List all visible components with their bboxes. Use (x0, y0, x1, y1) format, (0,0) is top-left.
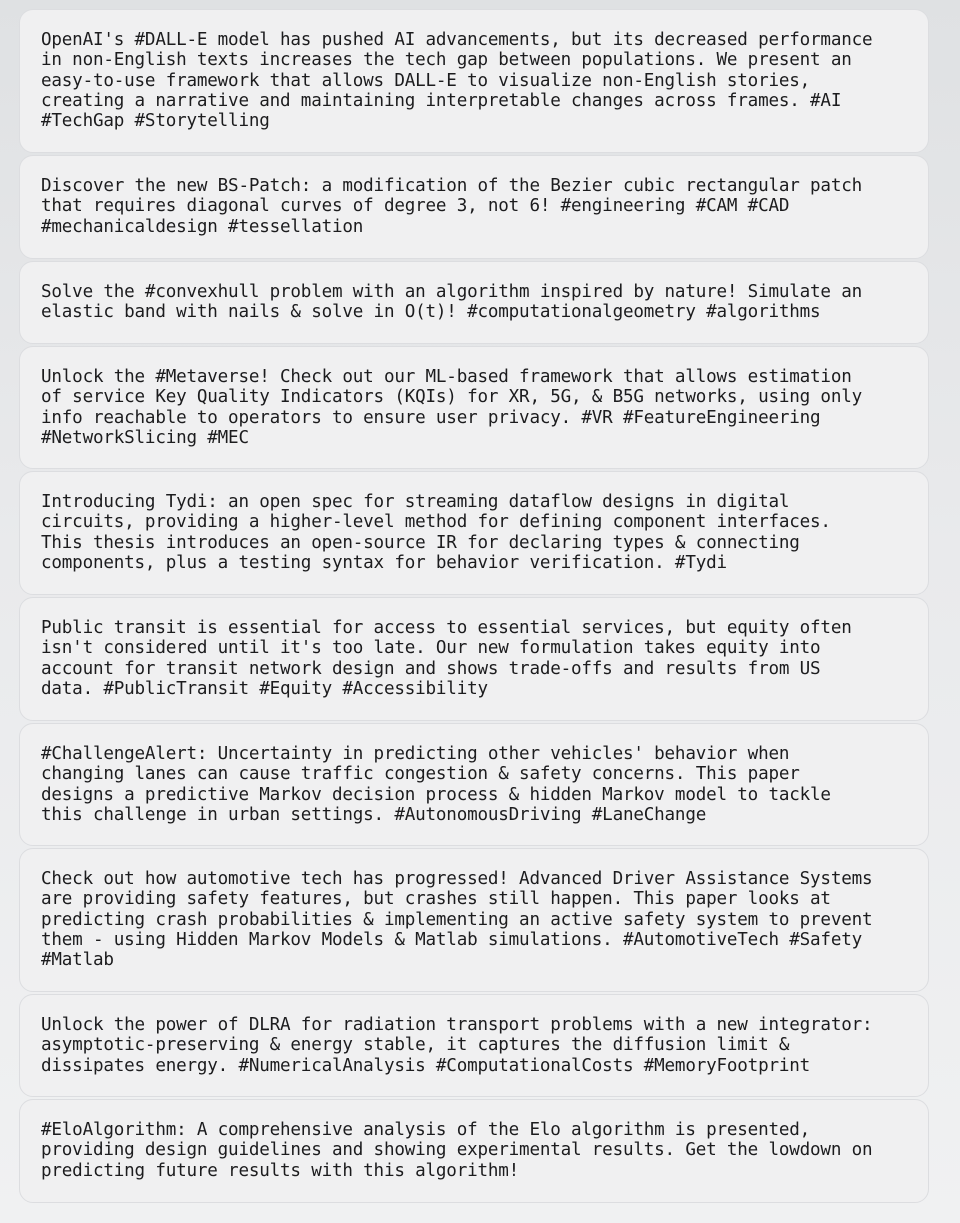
post-card: #ChallengeAlert: Uncertainty in predicting other vehicles' behavior when changing lanes can cause traffic congestion & safety concerns. This paper designs a predictive Markov decision process & hidden Markov model to tackle this challenge in urban settings. #AutonomousDriving #LaneChange (19, 723, 929, 846)
post-card: Check out how automotive tech has progressed! Advanced Driver Assistance Systems are providing safety features, but crashes still happen. This paper looks at predicting crash probabilities & implementing an active safety system to prevent them - using Hidden Markov Models & Matlab simulations. #AutomotiveTech #Safety #Matlab (19, 848, 929, 992)
post-card: Public transit is essential for access to essential services, but equity often isn't considered until it's too late. Our new formulation takes equity into account for transit network design and shows trade-offs and results from US data. #PublicTransit #Equity #Accessibility (19, 597, 929, 721)
post-card: Unlock the #Metaverse! Check out our ML-based framework that allows estimation of service Key Quality Indicators (KQIs) for XR, 5G, & B5G networks, using only info reachable to operators to ensure user privacy. #VR #FeatureEngineering #NetworkSlicing #MEC (19, 346, 929, 469)
post-card: Discover the new BS-Patch: a modification of the Bezier cubic rectangular patch that requires diagonal curves of degree 3, not 6! #engineering #CAM #CAD #mechanicaldesign #tessellation (19, 155, 929, 259)
post-card: OpenAI's #DALL-E model has pushed AI advancements, but its decreased performance in non-English texts increases the tech gap between populations. We present an easy-to-use framework that allows DALL-E to visualize non-English stories, creating a narrative and maintaining interpretable changes across frames. #AI #TechGap #Storytelling (19, 9, 929, 153)
post-card: Unlock the power of DLRA for radiation transport problems with a new integrator: asymptotic-preserving & energy stable, it captures the diffusion limit & dissipates energy. #NumericalAnalysis #ComputationalCosts #MemoryFootprint (19, 994, 929, 1097)
post-card: Introducing Tydi: an open spec for streaming dataflow designs in digital circuits, providing a higher-level method for defining component interfaces. This thesis introduces an open-source IR for declaring types & connecting components, plus a testing syntax for behavior verification. #Tydi (19, 471, 929, 595)
post-card: Solve the #convexhull problem with an algorithm inspired by nature! Simulate an elastic band with nails & solve in O(t)! #computationalgeometry #algorithms (19, 261, 929, 344)
post-card: #EloAlgorithm: A comprehensive analysis of the Elo algorithm is presented, providing design guidelines and showing experimental results. Get the lowdown on predicting future results with this algorithm! (19, 1099, 929, 1203)
